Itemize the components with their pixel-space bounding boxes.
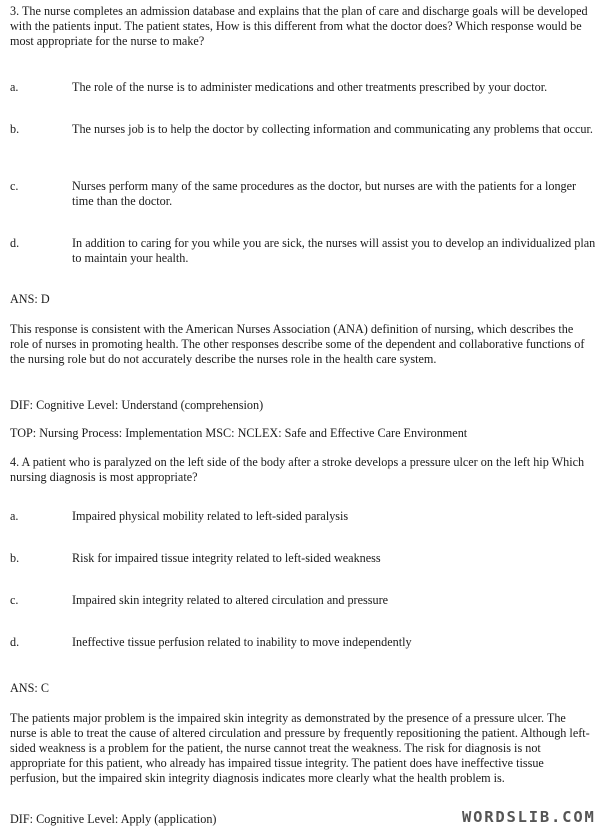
option-text: Nurses perform many of the same procedures as the doctor, but nurses are with the patients for a longer time than the doctor.	[72, 179, 577, 208]
option-text: Ineffective tissue perfusion related to inability to move independently	[72, 635, 412, 649]
question-4-difficulty: DIF: Cognitive Level: Apply (application)	[10, 812, 217, 826]
question-3-topic: TOP: Nursing Process: Implementation MSC: NCLEX: Safe and Effective Care Environment	[10, 426, 468, 440]
option-text: Impaired physical mobility related to left-sided paralysis	[72, 509, 349, 523]
question-4-stem: 4. A patient who is paralyzed on the left side of the body after a stroke develops a pressure ulcer on the left hip Which nursing diagnosis is most appropriate?	[10, 455, 585, 484]
option-text: The nurses job is to help the doctor by collecting information and communicating any problems that occur.	[72, 122, 593, 136]
option-letter: b.	[10, 122, 20, 136]
option-text: Impaired skin integrity related to altered circulation and pressure	[72, 593, 389, 607]
option-letter: d.	[10, 236, 20, 250]
question-4-answer: ANS: C	[10, 681, 49, 695]
question-3-rationale: This response is consistent with the American Nurses Association (ANA) definition of nursing, which describes the role of nurses in promoting health. The other responses describe some of the dependent and collaborative functions of the nursing role but do not accurately describe the nurses role in the health care system.	[10, 322, 585, 366]
option-text: Risk for impaired tissue integrity related to left-sided weakness	[72, 551, 381, 565]
option-letter: d.	[10, 635, 20, 649]
option-letter: c.	[10, 593, 19, 607]
question-4-rationale: The patients major problem is the impaired skin integrity as demonstrated by the presence of a pressure ulcer. The nurse is able to treat the cause of altered circulation and pressure by frequently repositioning the patient. Although left-sided weakness is a problem for the patient, the nurse cannot treat the weakness. The risk for diagnosis is not appropriate for this patient, who already has impaired tissue integrity. The patient does have ineffective tissue perfusion, but the impaired skin integrity diagnosis indicates more clearly what the health problem is.	[10, 711, 590, 785]
option-letter: b.	[10, 551, 20, 565]
watermark-logo: WORDSLIB.COM	[462, 808, 596, 826]
question-3-stem: 3. The nurse completes an admission database and explains that the plan of care and discharge goals will be developed with the patients input. The patient states, How is this different from what the doctor does? Which response would be most appropriate for the nurse to make?	[10, 4, 588, 48]
option-text: The role of the nurse is to administer medications and other treatments prescribed by your doctor.	[72, 80, 548, 94]
question-3-answer: ANS: D	[10, 292, 50, 306]
option-letter: a.	[10, 509, 19, 523]
option-letter: c.	[10, 179, 19, 193]
question-3-difficulty: DIF: Cognitive Level: Understand (comprehension)	[10, 398, 264, 412]
option-letter: a.	[10, 80, 19, 94]
option-text: In addition to caring for you while you are sick, the nurses will assist you to develop an individualized plan to maintain your health.	[72, 236, 596, 265]
